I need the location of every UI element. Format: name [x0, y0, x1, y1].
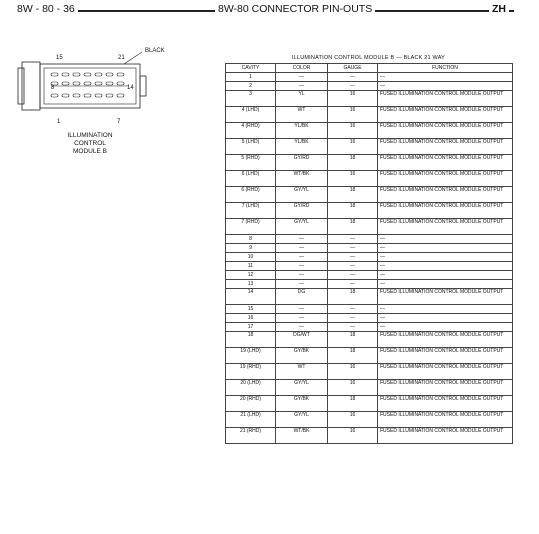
table-row — [226, 380, 513, 396]
pin-1-label: 1 — [57, 119, 61, 125]
black-label: BLACK — [145, 48, 165, 54]
cell-function: — — [378, 280, 513, 289]
cell-cavity: 13 — [226, 280, 276, 289]
cell-function: — — [378, 244, 513, 253]
table-body — [226, 73, 513, 444]
page-number: 8W - 80 - 36 — [14, 3, 78, 15]
cell-function: FUSED ILLUMINATION CONTROL MODULE OUTPUT — [378, 428, 513, 444]
cell-gauge: — — [328, 323, 378, 332]
table-row — [226, 314, 513, 323]
cell-cavity: 14 — [226, 289, 276, 305]
cell-color: WT/BK — [276, 171, 328, 187]
module-name — [40, 132, 140, 156]
column-header-function: FUNCTION — [378, 64, 513, 73]
cell-cavity: 21 (LHD) — [226, 412, 276, 428]
cell-cavity: 6 (RHD) — [226, 187, 276, 203]
cell-gauge: 16 — [328, 171, 378, 187]
cell-function: FUSED ILLUMINATION CONTROL MODULE OUTPUT — [378, 364, 513, 380]
cell-cavity: 6 (LHD) — [226, 171, 276, 187]
cell-color: DG — [276, 289, 328, 305]
table-row — [226, 235, 513, 244]
cell-gauge: — — [328, 305, 378, 314]
cell-gauge: 16 — [328, 107, 378, 123]
cell-function: — — [378, 314, 513, 323]
table-row — [226, 171, 513, 187]
cell-function: — — [378, 323, 513, 332]
cell-cavity: 20 (LHD) — [226, 380, 276, 396]
table-row — [226, 203, 513, 219]
cell-function: FUSED ILLUMINATION CONTROL MODULE OUTPUT — [378, 332, 513, 348]
module-name-line: ILLUMINATION — [67, 132, 113, 139]
cell-function: FUSED ILLUMINATION CONTROL MODULE OUTPUT — [378, 91, 513, 107]
cell-gauge: 18 — [328, 203, 378, 219]
cell-color: — — [276, 73, 328, 82]
cell-color: — — [276, 244, 328, 253]
section-code: ZH — [489, 3, 509, 15]
cell-function: FUSED ILLUMINATION CONTROL MODULE OUTPUT — [378, 171, 513, 187]
table-row — [226, 305, 513, 314]
cell-gauge: — — [328, 271, 378, 280]
cell-gauge: 18 — [328, 396, 378, 412]
table-row — [226, 91, 513, 107]
cell-cavity: 12 — [226, 271, 276, 280]
cell-function: FUSED ILLUMINATION CONTROL MODULE OUTPUT — [378, 348, 513, 364]
cell-cavity: 17 — [226, 323, 276, 332]
cell-gauge: — — [328, 244, 378, 253]
table-row — [226, 348, 513, 364]
cell-color: — — [276, 262, 328, 271]
cell-gauge: — — [328, 82, 378, 91]
table-row — [226, 271, 513, 280]
pin-8-label: 8 — [51, 85, 55, 91]
cell-function: — — [378, 73, 513, 82]
cell-gauge: 16 — [328, 364, 378, 380]
cell-cavity: 8 — [226, 235, 276, 244]
cell-color: — — [276, 314, 328, 323]
cell-function: FUSED ILLUMINATION CONTROL MODULE OUTPUT — [378, 380, 513, 396]
cell-color: YL/BK — [276, 139, 328, 155]
cell-color: DG/WT — [276, 332, 328, 348]
module-name-line: MODULE B — [73, 148, 107, 155]
cell-function: — — [378, 271, 513, 280]
cell-color: GY/YL — [276, 219, 328, 235]
table-row — [226, 280, 513, 289]
page-title: 8W-80 CONNECTOR PIN-OUTS — [215, 3, 375, 15]
page-header — [0, 0, 539, 18]
cell-function: FUSED ILLUMINATION CONTROL MODULE OUTPUT — [378, 396, 513, 412]
cell-gauge: 18 — [328, 348, 378, 364]
cell-color: WT — [276, 364, 328, 380]
cell-color: WT/BK — [276, 428, 328, 444]
cell-cavity: 20 (RHD) — [226, 396, 276, 412]
table-row — [226, 262, 513, 271]
cell-color: — — [276, 235, 328, 244]
pin-7-label: 7 — [117, 119, 121, 125]
cell-cavity: 7 (RHD) — [226, 219, 276, 235]
cell-cavity: 19 (LHD) — [226, 348, 276, 364]
cell-color: GY/YL — [276, 412, 328, 428]
table-row — [226, 123, 513, 139]
column-header-color: COLOR — [276, 64, 328, 73]
table-row — [226, 253, 513, 262]
cell-cavity: 4 (RHD) — [226, 123, 276, 139]
table-row — [226, 73, 513, 82]
cell-gauge: — — [328, 253, 378, 262]
cell-cavity: 18 — [226, 332, 276, 348]
cell-gauge: 16 — [328, 91, 378, 107]
cell-function: — — [378, 235, 513, 244]
cell-color: — — [276, 305, 328, 314]
cell-cavity: 1 — [226, 73, 276, 82]
cell-gauge: 18 — [328, 332, 378, 348]
cell-gauge: 18 — [328, 219, 378, 235]
module-name-line: CONTROL — [74, 140, 106, 147]
cell-gauge: — — [328, 262, 378, 271]
cell-cavity: 3 — [226, 91, 276, 107]
cell-gauge: 18 — [328, 187, 378, 203]
table-row — [226, 332, 513, 348]
cell-gauge: — — [328, 314, 378, 323]
table-row — [226, 82, 513, 91]
cell-function: FUSED ILLUMINATION CONTROL MODULE OUTPUT — [378, 289, 513, 305]
table-row — [226, 289, 513, 305]
cell-gauge: 16 — [328, 380, 378, 396]
cell-function: FUSED ILLUMINATION CONTROL MODULE OUTPUT — [378, 412, 513, 428]
cell-color: GY/BK — [276, 348, 328, 364]
cell-function: FUSED ILLUMINATION CONTROL MODULE OUTPUT — [378, 155, 513, 171]
cell-function: — — [378, 305, 513, 314]
pinout-table — [225, 63, 513, 444]
cell-gauge: 18 — [328, 289, 378, 305]
cell-color: GY/YL — [276, 380, 328, 396]
table-header-row — [226, 64, 513, 73]
cell-function: FUSED ILLUMINATION CONTROL MODULE OUTPUT — [378, 219, 513, 235]
cell-gauge: 16 — [328, 139, 378, 155]
table-row — [226, 244, 513, 253]
cell-gauge: 16 — [328, 412, 378, 428]
cell-gauge: — — [328, 280, 378, 289]
cell-function: FUSED ILLUMINATION CONTROL MODULE OUTPUT — [378, 203, 513, 219]
cell-cavity: 15 — [226, 305, 276, 314]
pinout-table-section — [225, 55, 512, 444]
cell-gauge: — — [328, 235, 378, 244]
pin-15-label: 15 — [56, 55, 63, 61]
pin-21-label: 21 — [118, 55, 125, 61]
cell-cavity: 7 (LHD) — [226, 203, 276, 219]
cell-function: — — [378, 262, 513, 271]
cell-cavity: 16 — [226, 314, 276, 323]
cell-gauge: 16 — [328, 123, 378, 139]
cell-color: — — [276, 271, 328, 280]
cell-cavity: 5 (RHD) — [226, 155, 276, 171]
cell-gauge: — — [328, 73, 378, 82]
cell-function: FUSED ILLUMINATION CONTROL MODULE OUTPUT — [378, 139, 513, 155]
cell-cavity: 19 (RHD) — [226, 364, 276, 380]
cell-cavity: 5 (LHD) — [226, 139, 276, 155]
cell-cavity: 2 — [226, 82, 276, 91]
column-header-gauge: GAUGE — [328, 64, 378, 73]
table-caption: ILLUMINATION CONTROL MODULE B — BLACK 21 WAY — [291, 55, 446, 61]
table-row — [226, 323, 513, 332]
cell-gauge: 16 — [328, 428, 378, 444]
cell-color: YL — [276, 91, 328, 107]
cell-function: FUSED ILLUMINATION CONTROL MODULE OUTPUT — [378, 123, 513, 139]
table-row — [226, 139, 513, 155]
cell-cavity: 11 — [226, 262, 276, 271]
connector-drawing — [14, 46, 194, 126]
table-row — [226, 364, 513, 380]
cell-color: YL/BK — [276, 123, 328, 139]
cell-gauge: 18 — [328, 155, 378, 171]
table-row — [226, 155, 513, 171]
cell-color: — — [276, 323, 328, 332]
cell-function: — — [378, 82, 513, 91]
column-header-cavity: CAVITY — [226, 64, 276, 73]
table-row — [226, 412, 513, 428]
cell-function: FUSED ILLUMINATION CONTROL MODULE OUTPUT — [378, 187, 513, 203]
cell-color: GY/RD — [276, 203, 328, 219]
cell-cavity: 9 — [226, 244, 276, 253]
cell-color: GY/YL — [276, 187, 328, 203]
cell-color: WT — [276, 107, 328, 123]
table-row — [226, 428, 513, 444]
table-row — [226, 107, 513, 123]
cell-color: GY/BK — [276, 396, 328, 412]
cell-function: FUSED ILLUMINATION CONTROL MODULE OUTPUT — [378, 107, 513, 123]
table-row — [226, 187, 513, 203]
cell-cavity: 10 — [226, 253, 276, 262]
cell-cavity: 4 (LHD) — [226, 107, 276, 123]
cell-color: — — [276, 82, 328, 91]
cell-cavity: 21 (RHD) — [226, 428, 276, 444]
table-row — [226, 396, 513, 412]
pin-14-label: 14 — [127, 85, 134, 91]
cell-color: GY/RD — [276, 155, 328, 171]
cell-function: — — [378, 253, 513, 262]
cell-color: — — [276, 253, 328, 262]
cell-color: — — [276, 280, 328, 289]
table-row — [226, 219, 513, 235]
